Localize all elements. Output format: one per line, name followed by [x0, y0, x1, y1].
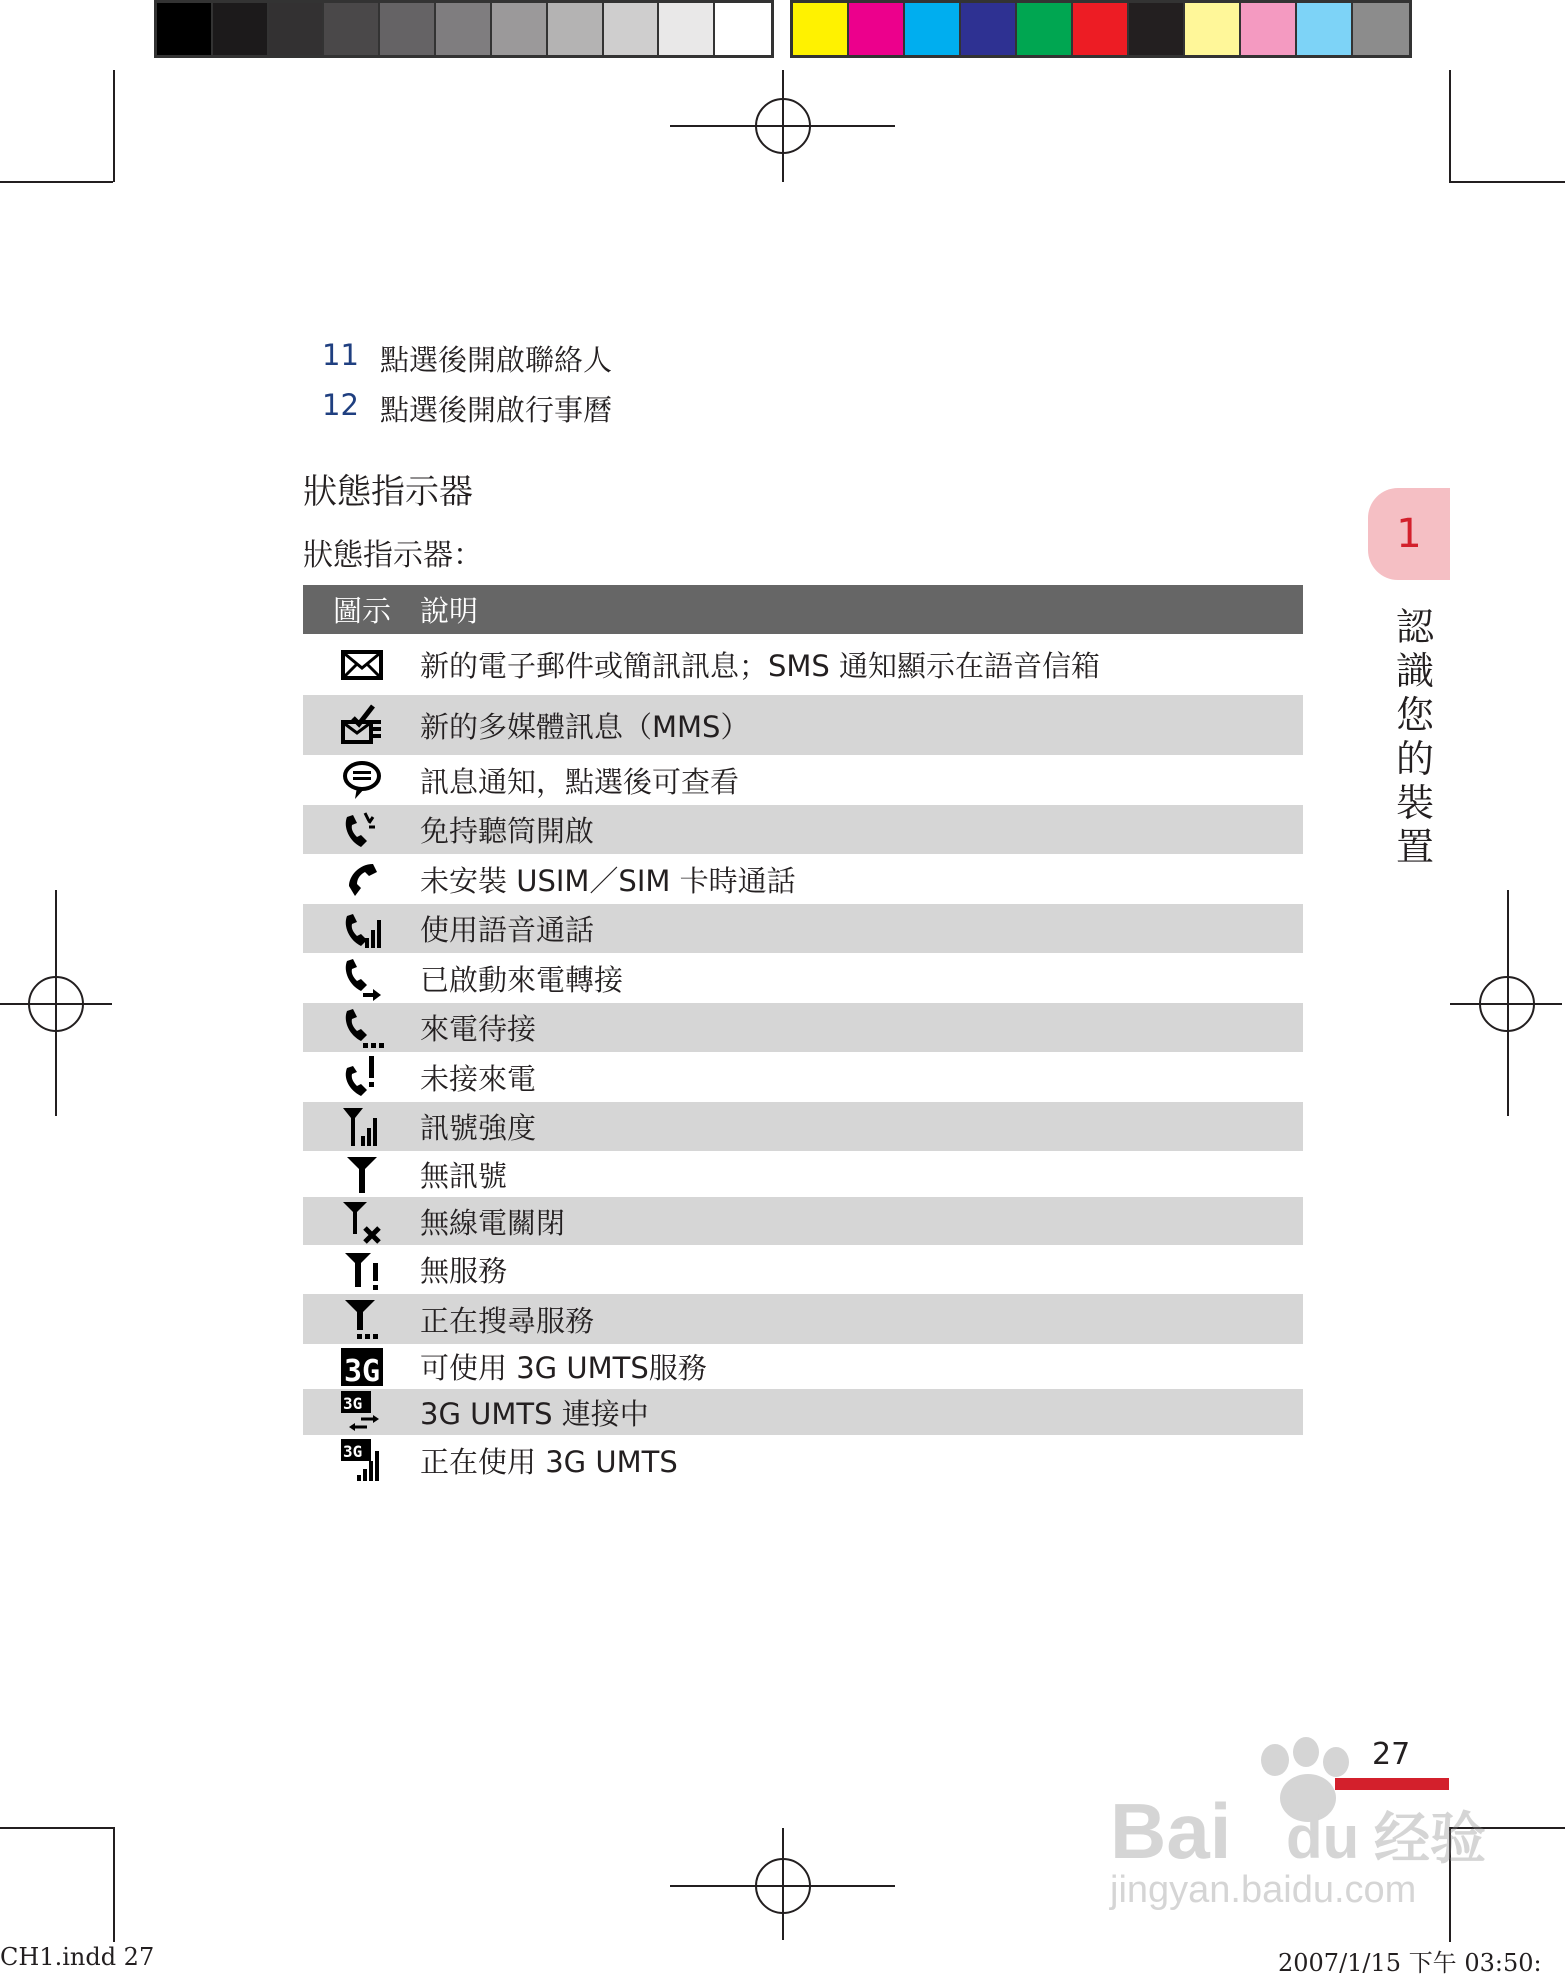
- color-swatch: [659, 3, 715, 55]
- svg-text:3G: 3G: [342, 1442, 362, 1461]
- row-description: 免持聽筒開啟: [420, 814, 595, 848]
- registration-circle: [28, 976, 84, 1032]
- table-row: [303, 1052, 1303, 1102]
- color-swatch: [1353, 3, 1409, 55]
- row-description: 未接來電: [420, 1061, 537, 1096]
- svg-text:Bai: Bai: [1110, 1787, 1232, 1875]
- table-row: [303, 904, 1303, 953]
- crop-mark: [0, 1827, 113, 1829]
- table-row: [303, 805, 1303, 854]
- table-row: [303, 953, 1303, 1003]
- row-description: 無線電關閉: [420, 1205, 566, 1240]
- row-description: 來電待接: [420, 1012, 537, 1046]
- chapter-number: 1: [1396, 511, 1422, 557]
- status-indicator-table: [303, 585, 1303, 1485]
- table-row: [303, 1435, 1303, 1485]
- color-swatch: [548, 3, 604, 55]
- color-swatch: [1129, 3, 1185, 55]
- registration-circle: [755, 1858, 811, 1914]
- table-row: [303, 1151, 1303, 1197]
- call-hold-icon: [303, 1005, 420, 1051]
- section-title: 狀態指示器: [303, 472, 473, 512]
- list-text: 點選後開啟聯絡人: [380, 343, 613, 377]
- row-description: 新的多媒體訊息（MMS）: [420, 709, 750, 744]
- 3g-icon: [303, 1344, 420, 1390]
- 3g-connecting-icon: [303, 1389, 420, 1435]
- table-row: [303, 1344, 1303, 1389]
- color-swatch: [213, 3, 269, 55]
- color-swatch: [604, 3, 660, 55]
- color-swatch: [849, 3, 905, 55]
- color-registration-bar: [790, 0, 1412, 58]
- color-swatch: [715, 3, 771, 55]
- row-description: 使用語音通話: [420, 913, 595, 947]
- color-swatch: [436, 3, 492, 55]
- row-description: 可使用 3G UMTS服務: [420, 1351, 707, 1385]
- color-swatch: [1241, 3, 1297, 55]
- row-description: 無服務: [420, 1254, 508, 1288]
- missed-call-icon: [303, 1054, 420, 1100]
- footer-timestamp: 2007/1/15 下午 03:50:: [1278, 1949, 1542, 1977]
- svg-text:经验: 经验: [1374, 1807, 1486, 1870]
- crop-mark: [1449, 181, 1565, 183]
- baidu-watermark: [1110, 1740, 1486, 1911]
- table-row: [303, 634, 1303, 695]
- crop-mark: [113, 70, 115, 182]
- table-row: [303, 1245, 1303, 1294]
- list-text: 點選後開啟行事曆: [380, 393, 613, 427]
- registration-circle: [1479, 976, 1535, 1032]
- table-row: [303, 755, 1303, 805]
- svg-text:jingyan.baidu.com: jingyan.baidu.com: [1110, 1869, 1417, 1911]
- no-service-icon: [303, 1247, 420, 1293]
- row-description: 正在使用 3G UMTS: [420, 1444, 678, 1479]
- color-swatch: [269, 3, 325, 55]
- row-description: 訊息通知，點選後可查看: [420, 764, 740, 799]
- row-description: 正在搜尋服務: [420, 1303, 595, 1338]
- row-description: 已啟動來電轉接: [420, 962, 624, 997]
- row-description: 未安裝 USIM／SIM 卡時通話: [420, 863, 796, 898]
- row-description: 訊號強度: [420, 1111, 537, 1145]
- phone-handset-icon: [303, 856, 420, 902]
- 3g-in-use-icon: [303, 1437, 420, 1483]
- row-description: 新的電子郵件或簡訊訊息；SMS 通知顯示在語音信箱: [420, 649, 1101, 683]
- color-swatch: [380, 3, 436, 55]
- registration-circle: [755, 98, 811, 154]
- color-swatch: [1297, 3, 1353, 55]
- list-number: 12: [322, 388, 359, 422]
- speech-bubble-icon: [303, 757, 420, 803]
- color-swatch: [1185, 3, 1241, 55]
- color-swatch: [324, 3, 380, 55]
- table-header: [303, 585, 1303, 634]
- table-row: [303, 1197, 1303, 1245]
- row-description: 無訊號: [420, 1158, 508, 1193]
- color-swatch: [1017, 3, 1073, 55]
- table-row: [303, 1389, 1303, 1435]
- table-row: [303, 854, 1303, 904]
- svg-text:du: du: [1286, 1804, 1360, 1871]
- page-number: 27: [1372, 1737, 1411, 1772]
- call-forward-icon: [303, 955, 420, 1001]
- footer-filename: CH1.indd 27: [0, 1943, 155, 1971]
- searching-service-icon: [303, 1296, 420, 1342]
- chapter-title: 認識您的裝置: [1395, 605, 1434, 869]
- crop-mark: [1449, 70, 1451, 182]
- no-signal-icon: [303, 1151, 420, 1197]
- speakerphone-icon: [303, 807, 420, 853]
- color-swatch: [1073, 3, 1129, 55]
- row-description: 3G UMTS 連接中: [420, 1396, 649, 1431]
- intro-text: 狀態指示器：: [303, 538, 483, 573]
- radio-off-icon: [303, 1198, 420, 1244]
- svg-text:3G: 3G: [343, 1353, 380, 1389]
- crop-mark: [0, 181, 113, 183]
- color-swatch: [157, 3, 213, 55]
- voice-call-icon: [303, 906, 420, 952]
- envelope-icon: [303, 642, 420, 688]
- svg-text:3G: 3G: [342, 1394, 362, 1413]
- chapter-tab: [1368, 488, 1450, 580]
- signal-strength-icon: [303, 1104, 420, 1150]
- list-item: [322, 388, 612, 429]
- mms-icon: [303, 702, 420, 748]
- color-swatch: [905, 3, 961, 55]
- color-swatch: [961, 3, 1017, 55]
- list-item: [322, 338, 612, 379]
- table-row: [303, 1003, 1303, 1052]
- table-row: [303, 1294, 1303, 1344]
- table-row: [303, 1102, 1303, 1151]
- color-swatch: [793, 3, 849, 55]
- table-row: [303, 695, 1303, 755]
- crop-mark: [113, 1827, 115, 1942]
- list-number: 11: [322, 338, 359, 372]
- header-icon-column: 圖示: [333, 594, 392, 628]
- color-swatch: [492, 3, 548, 55]
- gray-registration-bar: [154, 0, 774, 58]
- header-description-column: 說明: [420, 594, 479, 628]
